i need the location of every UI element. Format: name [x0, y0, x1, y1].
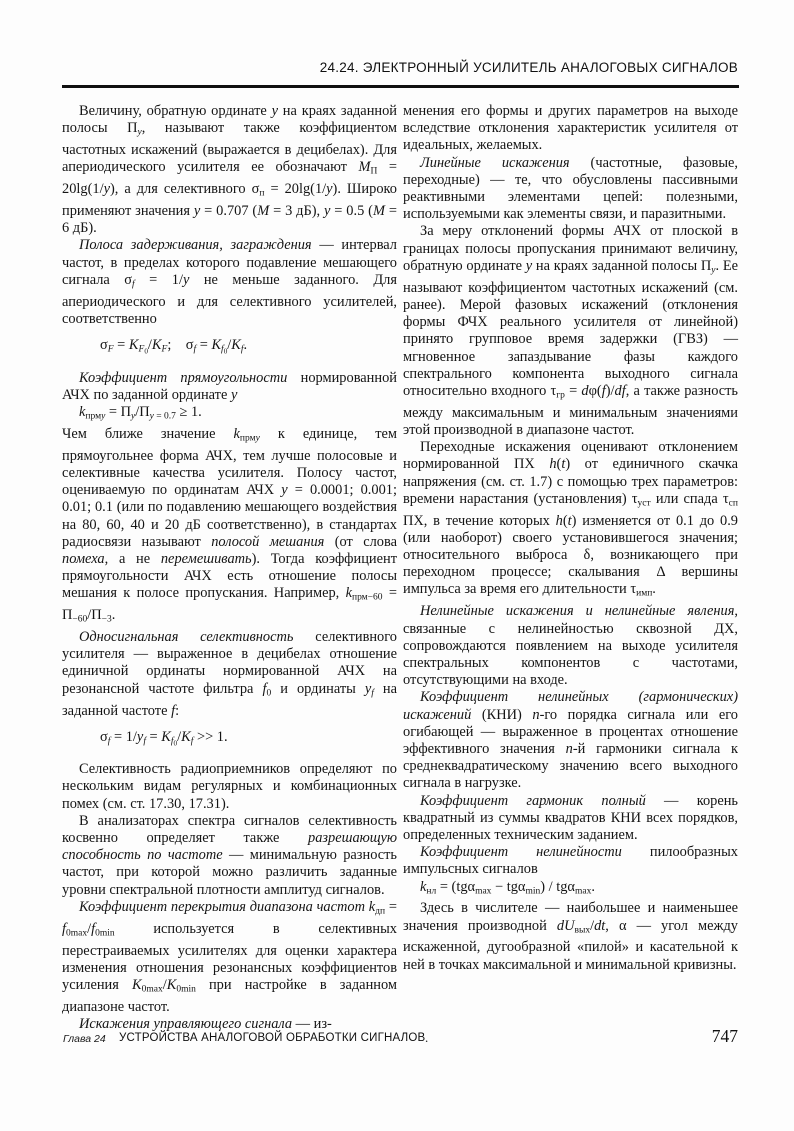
text-run: M: [372, 202, 385, 219]
text-run: f: [107, 736, 111, 747]
paragraph: [62, 370, 397, 404]
text-run: .: [591, 878, 595, 895]
text-run: k: [345, 585, 352, 602]
text-run: f: [170, 736, 174, 747]
text-run: K: [151, 337, 162, 354]
text-run: − tgα: [491, 878, 526, 895]
header-rule: [62, 85, 739, 88]
text-run: K: [211, 337, 222, 354]
text-run: /: [177, 728, 182, 745]
text-run: Селективность радиоприемников определяют по нескольким видам регулярных и комбинационных помех (см. ст. 17.30, 17.31).: [62, 761, 397, 812]
text-run: n: [532, 706, 540, 723]
text-run: σ: [100, 728, 108, 745]
text-run: , α — угол между искаженной, дугообразной «пилой» и касательной к ней в точках максимальной и минимальной кривизны.: [403, 917, 738, 973]
text-run: гр: [556, 390, 565, 401]
text-run: (частотные, фазовые, переходные) — те, что обусловлены пассивными реактивными элементами цепей: полезными, используемыми как элементы связи, и паразитными.: [403, 154, 738, 223]
text-run: /: [227, 337, 232, 354]
text-run: 0max: [141, 984, 163, 995]
text-run: h: [555, 512, 563, 529]
paragraph: [403, 155, 738, 224]
text-run: >> 1.: [193, 728, 228, 745]
text-run: =: [385, 898, 397, 915]
text-run: f: [371, 688, 374, 699]
text-run: = 0.5 (: [330, 202, 373, 219]
text-run: /: [162, 976, 167, 993]
text-run: :: [175, 702, 180, 719]
text-run: n: [565, 740, 573, 757]
text-run: Искажения управляющего сигнала: [79, 1016, 293, 1033]
text-run: прм−60: [351, 592, 383, 603]
text-run: ПХ, в течение которых: [403, 512, 556, 529]
text-run: −60: [72, 614, 88, 625]
text-run: ) / tgα: [540, 878, 575, 895]
text-run: K: [231, 337, 241, 354]
display-formula: [62, 337, 397, 361]
text-run: Нелинейные искажения и нелинейные явления: [420, 603, 735, 620]
text-run: ): [565, 456, 571, 473]
text-run: , связанные с нелинейностью сквозной ДХ, сопровождаются появлением на выходе усилителя спектральных компонентов с частотами, отсутствующими на входе.: [403, 603, 738, 689]
text-run: = 0.7: [153, 411, 176, 422]
text-run: k: [368, 898, 376, 915]
text-run: d: [556, 917, 565, 934]
text-run: полосой мешания: [211, 533, 325, 550]
text-run: =: [113, 337, 129, 354]
text-run: Коэффициент перекрытия диапазона частот: [79, 898, 365, 915]
text-run: F: [138, 344, 145, 355]
text-run: U: [564, 917, 575, 934]
text-run: f: [601, 382, 606, 399]
text-run: f: [171, 702, 176, 719]
text-run: 0: [223, 347, 228, 356]
text-run: k: [233, 425, 240, 442]
text-run: ). Тогда коэффициент прямоугольности АЧХ есть отношение полосы мешания к полосе пропускания. Например,: [62, 550, 397, 602]
text-run: y: [103, 181, 110, 198]
text-run: y: [364, 680, 372, 697]
paragraph: [403, 844, 738, 878]
text-run: п: [259, 188, 265, 199]
text-run: перемешивать: [160, 550, 252, 567]
text-run: y: [131, 411, 136, 422]
text-run: дп: [375, 906, 386, 917]
text-run: d: [594, 917, 602, 934]
text-run: max: [475, 886, 492, 897]
text-run: y: [255, 433, 260, 444]
paragraph: [403, 439, 738, 603]
text-run: d: [614, 382, 622, 399]
text-run: )/: [605, 382, 615, 399]
text-run: Здесь в числителе — наибольшее и наименьшее значения производной: [403, 900, 738, 934]
text-run: Чем ближе значение: [62, 425, 234, 442]
text-run: M: [257, 202, 270, 219]
text-run: сп: [728, 498, 738, 509]
text-run: /: [87, 920, 92, 937]
text-run: помеха: [62, 550, 105, 567]
text-run: В анализаторах спектра сигналов селективность косвенно определяет также: [62, 812, 397, 847]
text-run: y: [149, 411, 154, 422]
text-run: = 0.0001; 0.001; 0.01; 0.1 (или по подавлению мешающего воздействия на 80, 60, 40 и 20 дБ соответственно), в стандартах радиосвязи называют: [62, 482, 397, 550]
paragraph: [62, 813, 397, 899]
text-run: Коэффициент прямоугольности: [79, 369, 288, 386]
paragraph: [62, 237, 397, 328]
text-run: t: [561, 456, 566, 473]
text-run: φ(: [588, 382, 602, 399]
text-run: k: [420, 878, 427, 895]
text-run: y: [182, 271, 190, 288]
text-run: y: [525, 257, 533, 274]
text-run: За меру отклонений формы АЧХ от плоской в границах полосы пропускания принимают величину, обратную ординате: [403, 223, 738, 274]
text-run: Полоса задерживания, заграждения: [79, 237, 312, 254]
text-run: f: [143, 736, 146, 747]
right-column: [403, 103, 738, 974]
text-run: .: [652, 581, 656, 598]
text-run: , а не: [104, 550, 161, 567]
text-run: f: [193, 344, 197, 355]
text-run: (от слова: [324, 533, 397, 550]
text-run: вых: [574, 925, 591, 936]
footer-dot-mark: .: [425, 1030, 429, 1045]
text-run: на краях заданной полосы П: [62, 103, 397, 137]
text-run: = П: [105, 403, 132, 420]
text-run: y: [193, 202, 201, 219]
text-run: Односигнальная селективность: [79, 629, 294, 646]
text-run: менения его формы и других параметров на выходе вследствие отклонения характеристик усилителя от идеальных, желаемых.: [403, 103, 738, 154]
text-run: min: [525, 886, 541, 897]
text-run: и ординаты: [271, 680, 365, 697]
text-run: −3: [101, 614, 112, 625]
text-run: /П: [135, 403, 150, 420]
text-run: или спада τ: [650, 490, 729, 507]
text-run: K: [166, 976, 177, 993]
text-run: =: [196, 337, 212, 354]
text-run: селективного усилителя — выраженное в децибелах отношение единичной ординаты нормированной АЧХ на резонансной частоте фильтра: [62, 629, 397, 697]
text-run: = 1/: [110, 728, 137, 745]
text-run: K: [132, 976, 142, 993]
text-run: 0: [173, 739, 178, 748]
formula-line: [62, 404, 397, 426]
text-run: пилообразных импульсных сигналов: [403, 844, 738, 878]
paragraph: [403, 603, 738, 689]
text-run: y: [271, 103, 278, 119]
text-run: /: [590, 917, 595, 934]
text-run: k: [79, 403, 86, 420]
text-run: ). Широко применяют значения: [62, 181, 397, 219]
text-run: имп: [636, 589, 653, 600]
text-run: 0min: [95, 928, 115, 939]
text-run: y: [326, 181, 333, 198]
paragraph: [62, 1016, 397, 1033]
text-run: — интервал частот, в пределах которого подавление мешающего сигнала σ: [62, 237, 397, 288]
text-run: t: [601, 917, 606, 934]
text-run: от единичного скачка напряжения (см. ст. 1.7) с помощью трех параметров: времени нарастания (установления) τ: [403, 456, 738, 507]
text-run: -го порядка сигнала или его огибающей — выраженное в процентах отношение эффективного значения: [403, 706, 738, 757]
text-run: h: [549, 456, 557, 473]
formula-line: [403, 879, 738, 901]
text-run: =: [145, 728, 162, 745]
text-run: f: [262, 680, 267, 697]
text-run: не меньше заданного. Для апериодического и для селективного усилителей, соответственно: [62, 271, 397, 327]
text-run: 0max: [66, 928, 88, 939]
text-run: y: [230, 386, 238, 403]
paragraph: [62, 899, 397, 1016]
text-run: разрешающую способность по частоте: [62, 830, 397, 864]
footer-chapter-label: Глава 24: [63, 1033, 106, 1045]
text-run: F: [107, 344, 114, 355]
text-run: = 3 дБ),: [269, 202, 325, 219]
text-run: .: [111, 607, 116, 624]
left-column: [62, 103, 397, 1033]
text-run: y: [136, 728, 144, 745]
paragraph: [62, 426, 397, 629]
text-run: (КНИ): [471, 706, 533, 723]
paragraph: [403, 689, 738, 792]
text-run: изменяется от 0.1 до 0.9 (или наоборот) своего установившегося значения; относительного выброса δ, возникающего при переходном процессе; скалывания Δ вершины импульса за время его длительности τ: [403, 512, 738, 598]
text-run: ≥ 1.: [175, 403, 202, 420]
text-run: = П: [62, 585, 397, 624]
text-run: f: [132, 279, 135, 290]
text-run: f: [190, 736, 194, 747]
text-run: — из-: [292, 1016, 332, 1033]
text-run: y: [101, 411, 106, 422]
text-run: нл: [426, 886, 437, 897]
text-run: y: [281, 482, 288, 499]
text-run: на краях заданной полосы П: [532, 257, 712, 274]
text-run: Коэффициент гармоник полный: [420, 792, 646, 809]
text-run: t: [567, 512, 572, 529]
text-run: f: [91, 920, 96, 937]
text-run: уст: [637, 498, 651, 509]
text-run: f: [62, 920, 66, 937]
text-run: /: [147, 337, 152, 354]
text-run: K: [161, 728, 171, 745]
text-run: = 20lg(1/: [264, 181, 327, 198]
text-run: y: [324, 202, 331, 219]
text-run: П: [370, 166, 378, 177]
text-run: при настройке в заданном диапазоне частот.: [62, 976, 397, 1015]
text-run: K: [128, 337, 139, 354]
text-run: — корень квадратный из суммы квадратов КНИ всех порядков, определенных техническим заданием.: [403, 792, 738, 843]
text-run: F: [161, 344, 168, 355]
text-run: — минимальную разность частот, при которой можно различить заданные уровни спектральной плотности амплитуд сигналов.: [62, 847, 397, 898]
text-run: = 20lg(1/: [62, 159, 397, 198]
text-run: f: [621, 382, 626, 399]
text-run: y: [711, 265, 716, 276]
text-run: к единице, тем прямоугольнее форма АЧХ, тем лучше полосовые и селективные качества усилителя. Полосу частот, оцениваемую по ординатам АЧХ: [62, 425, 397, 499]
text-run: прм: [85, 411, 102, 422]
text-run: = 6 дБ).: [62, 202, 397, 237]
text-run: (: [556, 456, 562, 473]
text-run: /П: [87, 607, 102, 624]
text-run: Коэффициент нелинейности: [420, 844, 622, 861]
display-formula: [62, 729, 397, 753]
text-run: ), а для селективного σ: [109, 181, 260, 198]
text-run: ): [571, 512, 577, 529]
text-run: . Ее называют коэффициентом частотных искажений (см. ранее). Мерой фазовых искажений (отклонения формы ФЧХ реального усилителя от линейной) принято групповое время задержки (ГВЗ) — мгновенное запаздывание фазы каждого спектрального компонента выходного сигнала относительно входного τ: [403, 257, 738, 399]
text-run: M: [358, 159, 371, 176]
text-run: = (tgα: [436, 878, 476, 895]
text-run: нормированной АЧХ по заданной ординате: [62, 369, 397, 403]
text-run: 0: [144, 347, 148, 356]
page-number: 747: [711, 1026, 738, 1046]
paragraph: [403, 103, 738, 155]
paragraph: [403, 793, 738, 845]
text-run: прм: [239, 433, 256, 444]
text-run: (: [562, 512, 568, 529]
paragraph: [403, 900, 738, 973]
text-run: , а также разность между максимальным и минимальным значениями этой производной в диапазоне частот.: [403, 382, 738, 438]
text-run: Коэффициент нелинейных (гармонических) искажений: [403, 689, 738, 723]
text-run: используется в селективных перестраиваемых усилителях для оценки характера изменения отношения резонансных коэффициентов усиления: [62, 920, 397, 993]
text-run: f: [240, 344, 244, 355]
text-run: =: [564, 382, 582, 399]
text-run: Переходные искажения оценивают отклонением нормированной ПХ: [403, 439, 738, 473]
section-heading: 24.24. ЭЛЕКТРОННЫЙ УСИЛИТЕЛЬ АНАЛОГОВЫХ СИГНАЛОВ: [319, 60, 738, 75]
text-run: σ: [100, 337, 108, 354]
text-run: d: [581, 382, 589, 399]
text-run: .: [243, 337, 248, 354]
text-run: max: [574, 886, 592, 897]
text-run: на заданной частоте: [62, 680, 397, 719]
footer-book-section: УСТРОЙСТВА АНАЛОГОВОЙ ОБРАБОТКИ СИГНАЛОВ: [119, 1032, 426, 1044]
text-run: Величину, обратную ординате: [79, 103, 272, 119]
text-run: = 1/: [134, 271, 183, 288]
paragraph: [62, 761, 397, 813]
text-run: 0: [266, 688, 272, 699]
paragraph: [403, 223, 738, 439]
paragraph: [62, 629, 397, 720]
text-run: ; σ: [167, 337, 194, 354]
text-run: , называют также коэффициентом частотных искажений (выражается в децибелах). Для апериодического усилителя ее обозначают: [62, 120, 397, 176]
text-run: = 0.707 (: [200, 202, 258, 219]
text-run: K: [181, 728, 191, 745]
text-run: Линейные искажения: [420, 154, 570, 171]
text-run: y: [137, 127, 142, 138]
paragraph: [62, 103, 397, 237]
text-run: -й гармоники сигнала к среднеквадратическому значению всего выходного сигнала в нагрузке.: [403, 740, 739, 792]
text-run: f: [221, 344, 224, 355]
text-run: 0min: [176, 984, 196, 995]
